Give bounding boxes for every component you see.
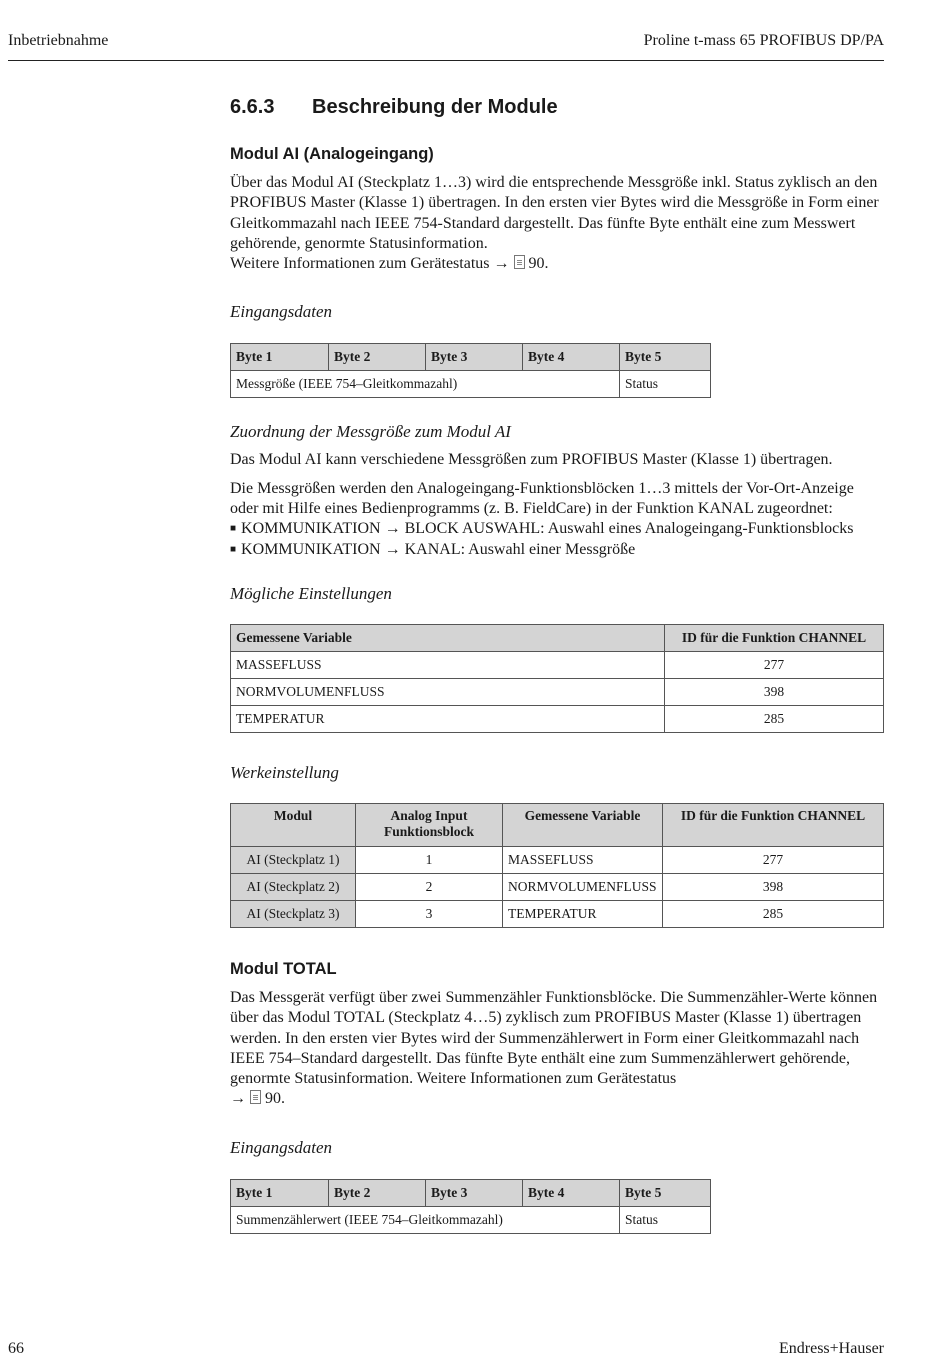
column-header: Gemessene Variable (231, 624, 665, 651)
device-status-page: 90. (528, 255, 549, 273)
variable-cell: MASSEFLUSS (503, 846, 663, 873)
page-number: 66 (8, 1340, 24, 1357)
list-item: ■ KOMMUNIKATION → KANAL: Auswahl einer Messgröße (230, 540, 884, 560)
factory-setting-table (230, 803, 884, 928)
header-left: Inbetriebnahme (8, 32, 109, 49)
variable-cell: NORMVOLUMENFLUSS (231, 678, 665, 705)
block-cell: 1 (356, 846, 503, 873)
value-cell: Summenzählerwert (IEEE 754–Gleitkommazahl) (231, 1206, 620, 1233)
column-header: ID für die Funktion CHANNEL (663, 803, 884, 846)
table-row (231, 846, 884, 873)
status-cell: Status (620, 371, 711, 398)
variable-cell: TEMPERATUR (503, 900, 663, 927)
header-rule (8, 60, 884, 61)
table-row (231, 705, 884, 732)
ai-input-data-caption: Eingangsdaten (230, 302, 332, 322)
column-header: Analog Input Funktionsblock (356, 803, 503, 846)
channel-id-cell: 398 (663, 873, 884, 900)
byte-header: Byte 5 (620, 1179, 711, 1206)
module-total-title: Modul TOTAL (230, 959, 337, 978)
status-cell: Status (620, 1206, 711, 1233)
channel-id-cell: 277 (665, 651, 884, 678)
byte-header: Byte 1 (231, 1179, 329, 1206)
module-cell: AI (Steckplatz 2) (231, 873, 356, 900)
factory-setting-caption: Werkeinstellung (230, 762, 339, 782)
device-status-page: 90. (265, 1090, 285, 1108)
page-reference-icon (250, 1090, 261, 1104)
channel-id-cell: 285 (663, 900, 884, 927)
block-cell: 2 (356, 873, 503, 900)
table-row (231, 651, 884, 678)
byte-header: Byte 5 (620, 344, 711, 371)
assignment-list (230, 519, 884, 560)
table-header-row (231, 803, 884, 846)
list-item: ■ KOMMUNIKATION → BLOCK AUSWAHL: Auswahl eines Analogeingang-Funktionsblocks (230, 519, 884, 539)
arrow-symbol: → (230, 1090, 246, 1108)
section-number: 6.6.3 (230, 96, 275, 118)
byte-header: Byte 3 (426, 1179, 523, 1206)
module-total-description-text: Das Messgerät verfügt über zwei Summenzähler Funktionsblöcke. Die Summenzähler-Werte können über das Modul TOTAL (Steckplatz 4…5) zyklisch zum PROFIBUS Master (Klasse 1) übertragen werden. In den ersten vier Bytes wird der Summenzählerwert in Form einer Gleitkommazahl nach IEEE 754–Standard dargestellt. Das fünfte Byte enthält eine zum Summenzählerwert gehörende, genormte Statusinformation. Weitere Informationen zum Gerätestatus (230, 988, 878, 1088)
table-row (231, 371, 711, 398)
channel-id-cell: 398 (665, 678, 884, 705)
variable-cell: MASSEFLUSS (231, 651, 665, 678)
column-header: ID für die Funktion CHANNEL (665, 624, 884, 651)
value-cell: Messgröße (IEEE 754–Gleitkommazahl) (231, 371, 620, 398)
variable-cell: TEMPERATUR (231, 705, 665, 732)
table-row (231, 873, 884, 900)
channel-id-cell: 277 (663, 846, 884, 873)
table-header-row (231, 344, 711, 371)
assignment-caption: Zuordnung der Messgröße zum Modul AI (230, 422, 511, 442)
channel-id-cell: 285 (665, 705, 884, 732)
device-status-reference: Weitere Informationen zum Gerätestatus → (230, 255, 510, 273)
assignment-text-1: Das Modul AI kann verschiedene Messgrößen zum PROFIBUS Master (Klasse 1) übertragen. (230, 451, 833, 469)
total-input-data-table (230, 1179, 711, 1234)
section-title: Beschreibung der Module (312, 96, 558, 118)
section-heading (230, 96, 884, 119)
module-total-description (230, 988, 884, 1110)
module-ai-description (230, 173, 884, 274)
page-reference-icon (514, 255, 525, 269)
byte-header: Byte 1 (231, 344, 329, 371)
table-row (231, 1206, 711, 1233)
module-ai-description-text: Über das Modul AI (Steckplatz 1…3) wird die entsprechende Messgröße inkl. Status zyklisch an den PROFIBUS Master (Klasse 1) übertragen. In den ersten vier Bytes wird die Messgröße in Form einer Gleitkommazahl nach IEEE 754-Standard dargestellt. Das fünfte Byte enthält eine zum Messwert gehörende, genormte Statusinformation. (230, 174, 879, 252)
module-cell: AI (Steckplatz 3) (231, 900, 356, 927)
byte-header: Byte 2 (329, 344, 426, 371)
column-header: Modul (231, 803, 356, 846)
byte-header: Byte 2 (329, 1179, 426, 1206)
byte-header: Byte 3 (426, 344, 523, 371)
byte-header: Byte 4 (523, 344, 620, 371)
total-input-data-caption: Eingangsdaten (230, 1137, 332, 1157)
table-row (231, 678, 884, 705)
module-cell: AI (Steckplatz 1) (231, 846, 356, 873)
variable-cell: NORMVOLUMENFLUSS (503, 873, 663, 900)
assignment-text-2: Die Messgrößen werden den Analogeingang-Funktionsblöcken 1…3 mittels der Vor-Ort-Anzeige oder mit Hilfe eines Bedienprogramms (z. B. FieldCare) in der Funktion KANAL zugeordnet: (230, 479, 854, 518)
module-ai-title: Modul AI (Analogeingang) (230, 145, 434, 163)
page-content (230, 96, 884, 1234)
settings-caption: Mögliche Einstellungen (230, 583, 392, 603)
ai-input-data-table (230, 343, 711, 398)
byte-header: Byte 4 (523, 1179, 620, 1206)
table-header-row (231, 624, 884, 651)
block-cell: 3 (356, 900, 503, 927)
header-right: Proline t-mass 65 PROFIBUS DP/PA (643, 32, 884, 49)
footer-brand: Endress+Hauser (779, 1340, 884, 1357)
table-row (231, 900, 884, 927)
settings-table (230, 624, 884, 733)
column-header: Gemessene Variable (503, 803, 663, 846)
table-header-row (231, 1179, 711, 1206)
